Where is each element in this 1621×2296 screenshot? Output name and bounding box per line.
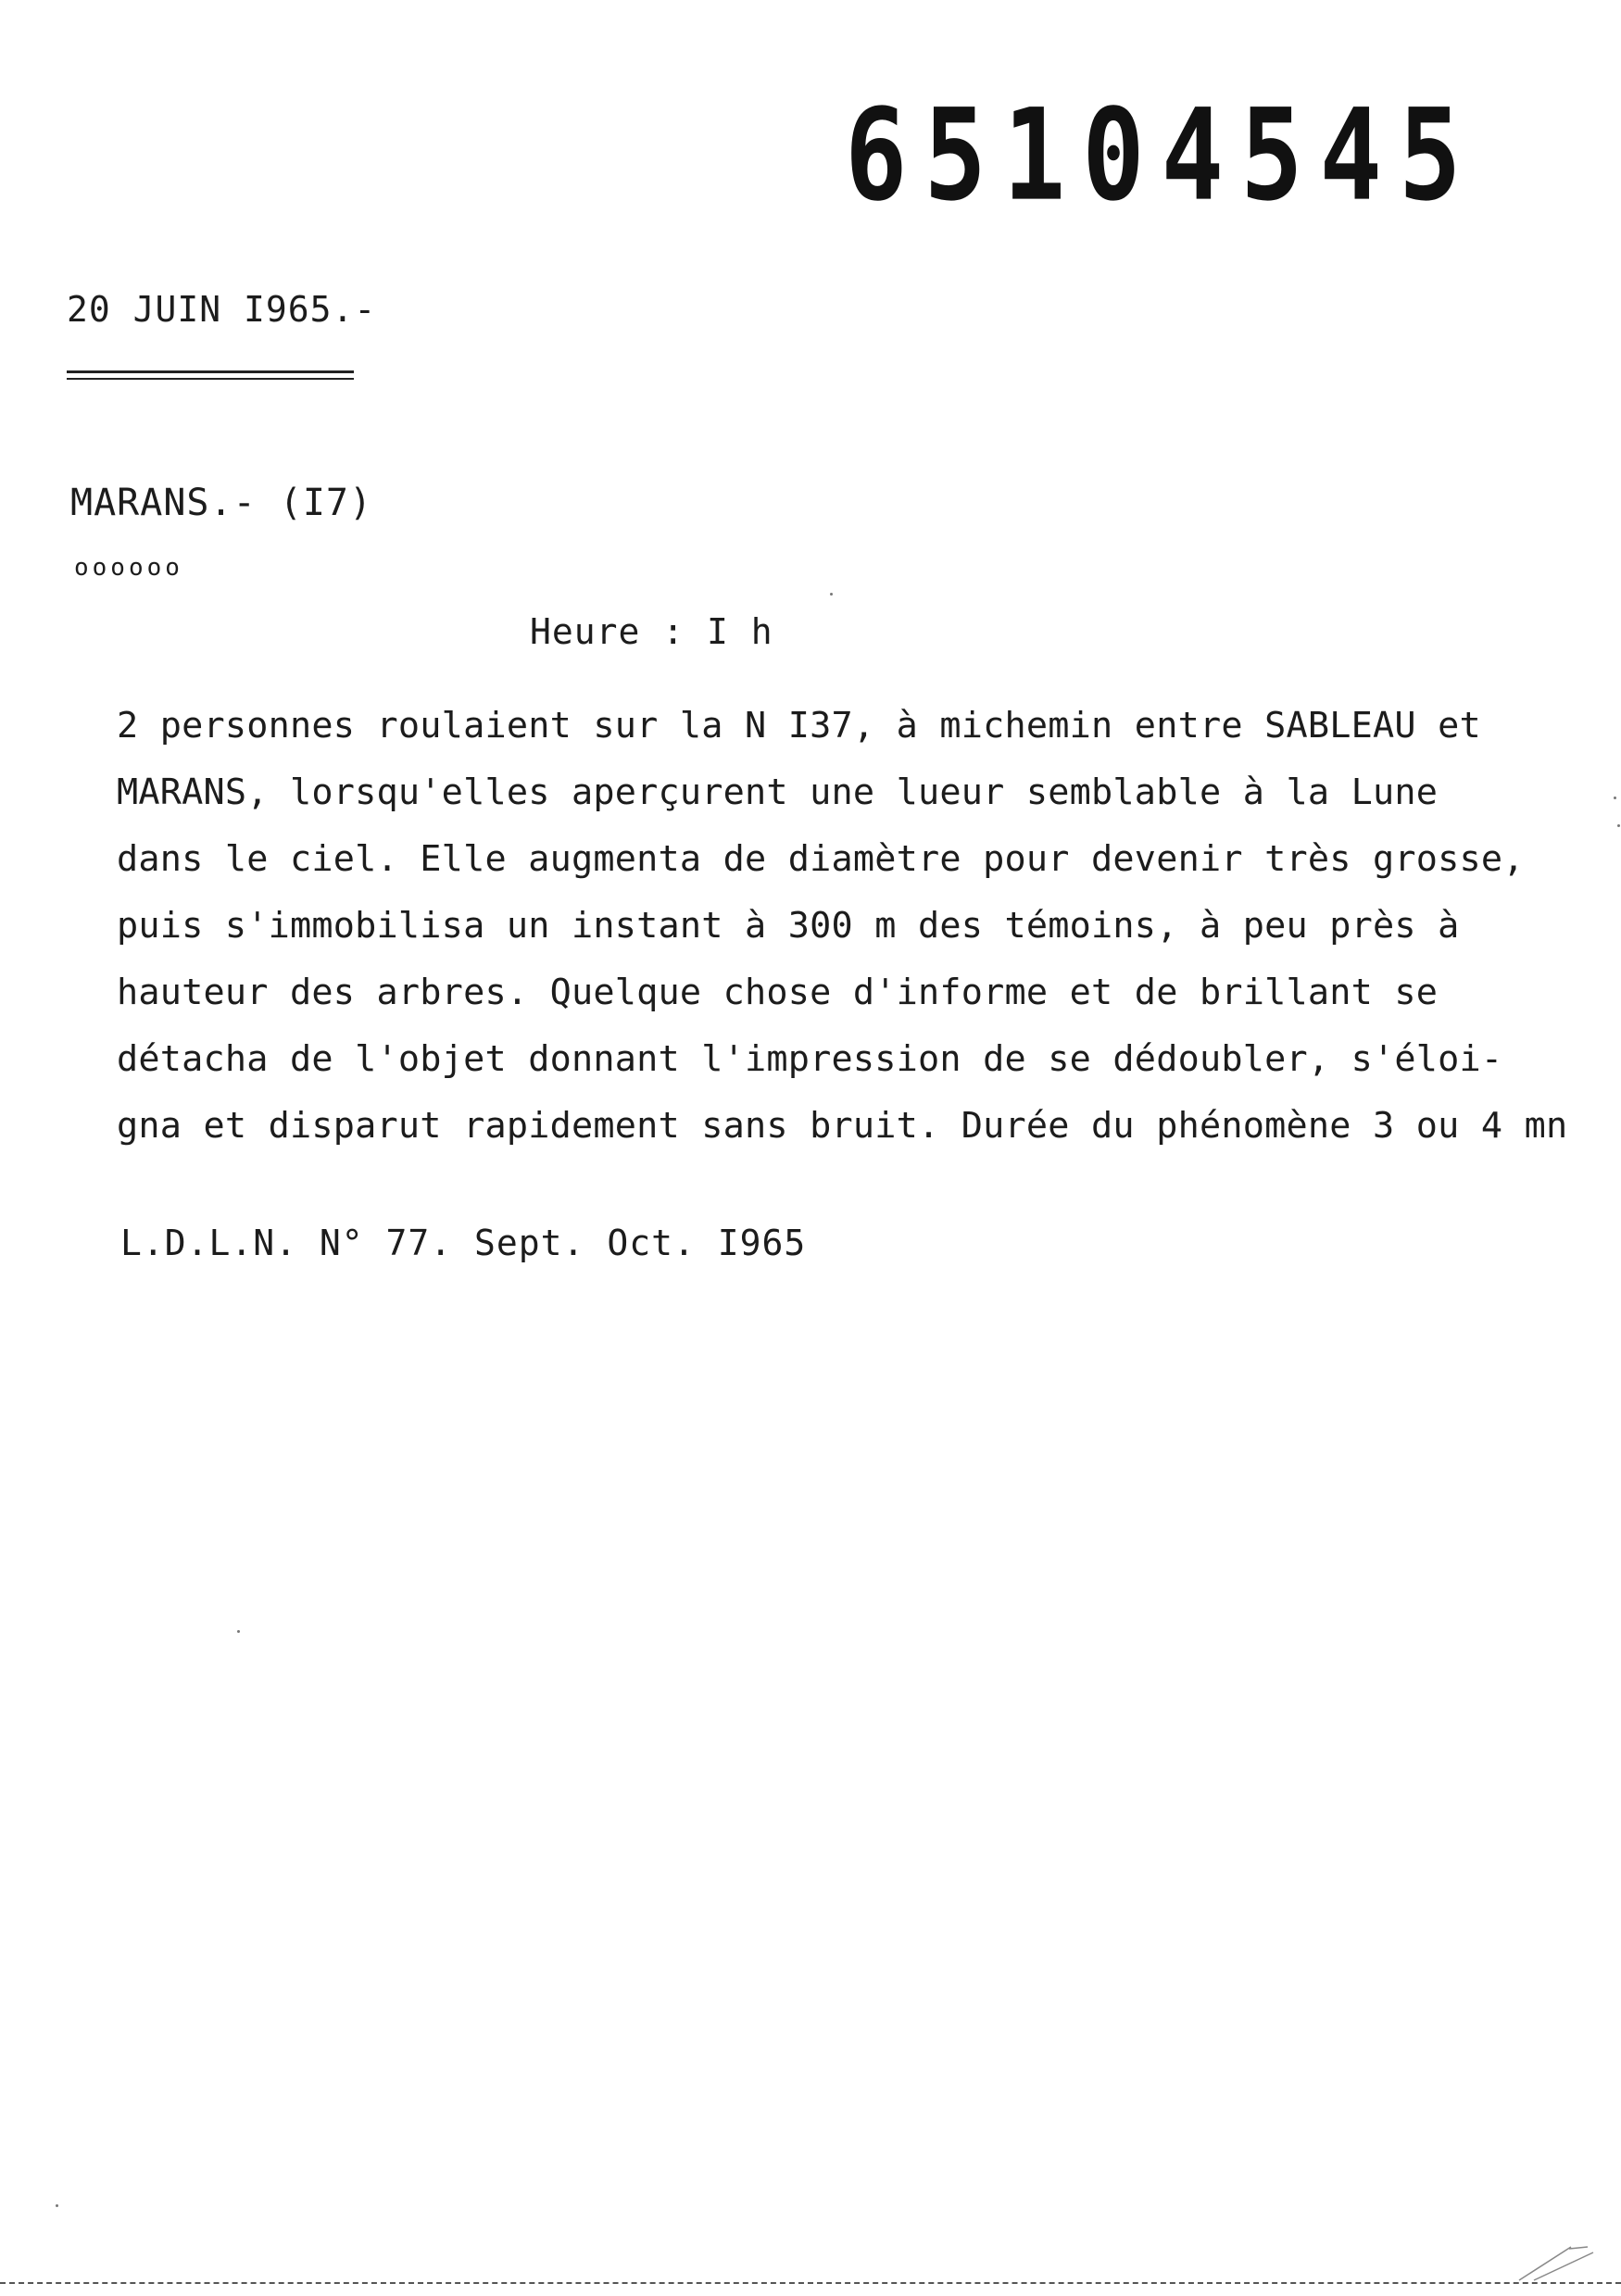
- body-line-6: détacha de l'objet donnant l'impression de se dédoubler, s'éloi-: [117, 1038, 1503, 1080]
- body-line-3: dans le ciel. Elle augmenta de diamètre pour devenir très grosse,: [117, 838, 1525, 880]
- time-line: Heure : I h: [530, 611, 773, 652]
- body-line-7: gna et disparut rapidement sans bruit. Durée du phénomène 3 ou 4 mn: [117, 1105, 1568, 1147]
- report-date: 20 JUIN I965.-: [67, 289, 377, 330]
- body-line-4: puis s'immobilisa un instant à 300 m des témoins, à peu près à: [117, 905, 1460, 947]
- date-underline: [67, 370, 354, 380]
- ornament-circles: oooooo: [74, 554, 183, 582]
- corner-pen-mark: [1515, 2240, 1599, 2284]
- body-line-1: 2 personnes roulaient sur la N I37, à michemin entre SABLEAU et: [117, 705, 1481, 747]
- scan-speck: [237, 1630, 240, 1633]
- location-heading: MARANS.- (I7): [70, 482, 373, 524]
- scan-speck: [1614, 797, 1616, 799]
- scan-speck: [1617, 824, 1620, 827]
- body-line-5: hauteur des arbres. Quelque chose d'informe et de brillant se: [117, 972, 1439, 1013]
- scan-speck: [830, 593, 833, 596]
- document-number: 65104545: [845, 82, 1478, 230]
- report-body: [117, 693, 1599, 1160]
- body-line-2: MARANS, lorsqu'elles aperçurent une lueur semblable à la Lune: [117, 772, 1439, 813]
- page-bottom-edge: [0, 2282, 1621, 2284]
- source-reference: L.D.L.N. N° 77. Sept. Oct. I965: [120, 1223, 807, 1263]
- scan-speck: [56, 2204, 58, 2207]
